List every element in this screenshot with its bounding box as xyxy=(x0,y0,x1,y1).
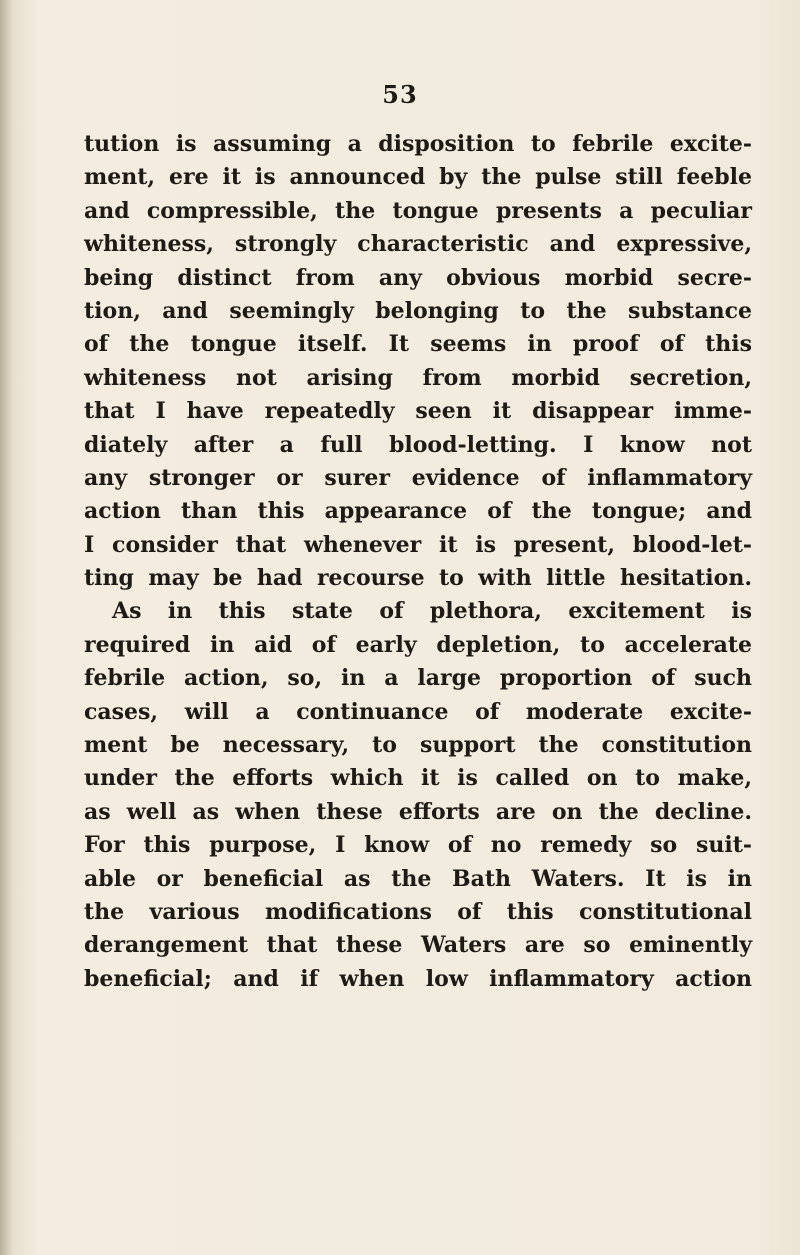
text-line: any stronger or surer evidence of inflammatory xyxy=(84,464,752,491)
text-line: ment, ere it is announced by the pulse still feeble xyxy=(84,164,752,191)
text-line: of the tongue itself. It seems in proof of this xyxy=(84,331,752,358)
body-text xyxy=(84,128,752,996)
text-line: and compressible, the tongue presents a peculiar xyxy=(84,197,752,224)
text-line: whiteness, strongly characteristic and expressive, xyxy=(84,231,752,258)
text-line: tution is assuming a disposition to febrile excite- xyxy=(84,131,752,157)
text-line: action than this appearance of the tongue; and xyxy=(84,498,752,525)
text-line: required in aid of early depletion, to accelerate xyxy=(84,631,752,658)
text-line: the various modifications of this constitutional xyxy=(84,898,752,925)
text-line: whiteness not arising from morbid secretion, xyxy=(84,364,752,391)
text-line: able or beneficial as the Bath Waters. It is in xyxy=(84,865,752,892)
text-line: under the efforts which it is called on to make, xyxy=(84,765,752,792)
text-line: febrile action, so, in a large proportion of such xyxy=(84,665,752,692)
text-line: beneficial; and if when low inflammatory action xyxy=(84,965,752,992)
text-line: cases, will a continuance of moderate excite- xyxy=(84,698,752,725)
text-line: as well as when these efforts are on the decline. xyxy=(84,798,752,825)
text-line: derangement that these Waters are so eminently xyxy=(84,932,752,959)
text-line: For this purpose, I know of no remedy so suit- xyxy=(84,832,752,859)
page-binding-edge xyxy=(0,0,12,1255)
text-line: ting may be had recourse to with little hesitation. xyxy=(84,565,752,592)
text-line: diately after a full blood-letting. I know not xyxy=(84,431,752,458)
text-line: that I have repeatedly seen it disappear imme- xyxy=(84,398,752,425)
text-line: ment be necessary, to support the constitution xyxy=(84,732,752,759)
text-line: tion, and seemingly belonging to the substance xyxy=(84,297,752,324)
paragraph-start-line: As in this state of plethora, excitement is xyxy=(112,598,752,625)
text-line: I consider that whenever it is present, blood-let- xyxy=(84,531,752,558)
page-number: 53 xyxy=(382,80,418,109)
text-line: being distinct from any obvious morbid secre- xyxy=(84,264,752,291)
